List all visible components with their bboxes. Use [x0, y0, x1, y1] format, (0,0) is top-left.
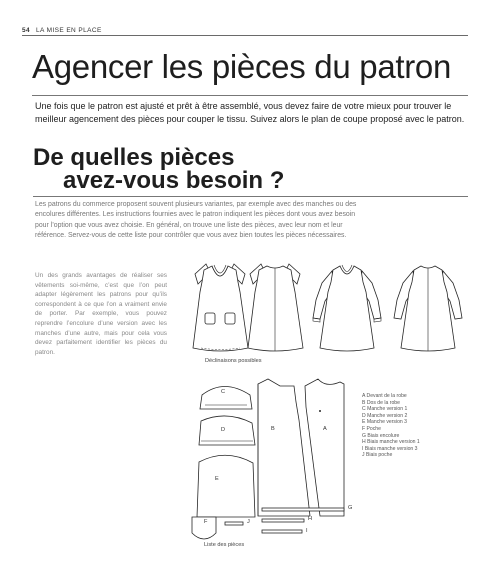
legend-item: D Manche version 2: [362, 412, 408, 419]
sidebar-paragraph: Un des grands avantages de réaliser ses vêtements soi-même, c’est que l’on peut adapter légèrement les patrons pour qu’ils correspondent à ce que l’on a vraiment envie de porter. Par exemple, vous pouvez reprendre l’encolure d’une version avec les manches d’une autre, mais pour cela vous devez parfaitement identifier les pièces du patron.: [35, 272, 167, 356]
section-heading-line-1: De quelles pièces: [33, 144, 235, 171]
legend-item: A Devant de la robe: [362, 393, 407, 399]
lead-paragraph: Les patrons du commerce proposent souvent plusieurs variantes, par exemple avec des manches ou des encolures différentes. Les instructions fournies avec le patron indiquent les pièces dont vous avez besoin pour l’option que vous avez choisie. En général, on trouve une liste des pièces, avec leur nom et leur référence. Servez-vous de cette liste pour contrôler que vous avez bien toutes les pièces nécessaires.: [35, 201, 357, 239]
piece-label-e: E: [215, 476, 219, 482]
piece-label-c: C: [221, 389, 226, 395]
page-number: 54: [22, 27, 31, 34]
pattern-piece-c: [200, 387, 252, 410]
legend-item: C Manche version 1: [362, 406, 408, 413]
legend-item: B Dos de la robe: [362, 399, 400, 406]
pattern-piece-e: [197, 455, 255, 517]
legend-item: G Biais encolure: [362, 432, 400, 439]
pattern-piece-j: [225, 522, 243, 525]
dress-illustration-back-long-sleeves: [394, 266, 462, 351]
legend-item: E Manche version 3: [362, 419, 408, 426]
pattern-piece-g: [262, 508, 344, 511]
pattern-piece-i: [262, 530, 302, 533]
piece-label-j: J: [247, 519, 250, 525]
pieces-legend: [362, 393, 420, 459]
variants-caption: Déclinaisons possibles: [205, 358, 262, 364]
section-heading-line-2: avez-vous besoin ?: [63, 167, 285, 194]
piece-label-f: F: [204, 519, 208, 525]
dress-illustration-front-long-sleeves: [313, 265, 381, 351]
pattern-piece-d: [199, 416, 255, 445]
piece-label-g: G: [348, 505, 353, 511]
legend-item: I Biais manche version 3: [362, 445, 418, 452]
section-name: LA MISE EN PLACE: [36, 27, 102, 34]
dress-illustration-back-short-sleeves: [248, 264, 303, 351]
dress-illustration-front-short-sleeves: [193, 264, 248, 351]
legend-item: J Biais poche: [362, 452, 393, 459]
legend-item: F Poche: [362, 425, 381, 432]
pattern-piece-a: [305, 379, 344, 516]
piece-label-b: B: [271, 426, 275, 432]
pattern-piece-b: [258, 379, 310, 516]
intro-paragraph: Une fois que le patron est ajusté et prêt à être assemblé, vous devez faire de votre mieux pour trouver le meilleur agencement des pièces pour couper le tissu. Suivez alors le plan de coupe proposé avec le patron.: [35, 101, 465, 124]
piece-label-h: H: [308, 516, 313, 522]
piece-label-a: A: [323, 426, 327, 432]
pieces-caption: Liste des pièces: [204, 542, 245, 548]
page-title: Agencer les pièces du patron: [32, 48, 452, 85]
legend-item: H Biais manche version 1: [362, 439, 420, 446]
pattern-piece-h: [262, 519, 304, 522]
piece-label-i: I: [306, 528, 308, 534]
piece-label-d: D: [221, 427, 226, 433]
